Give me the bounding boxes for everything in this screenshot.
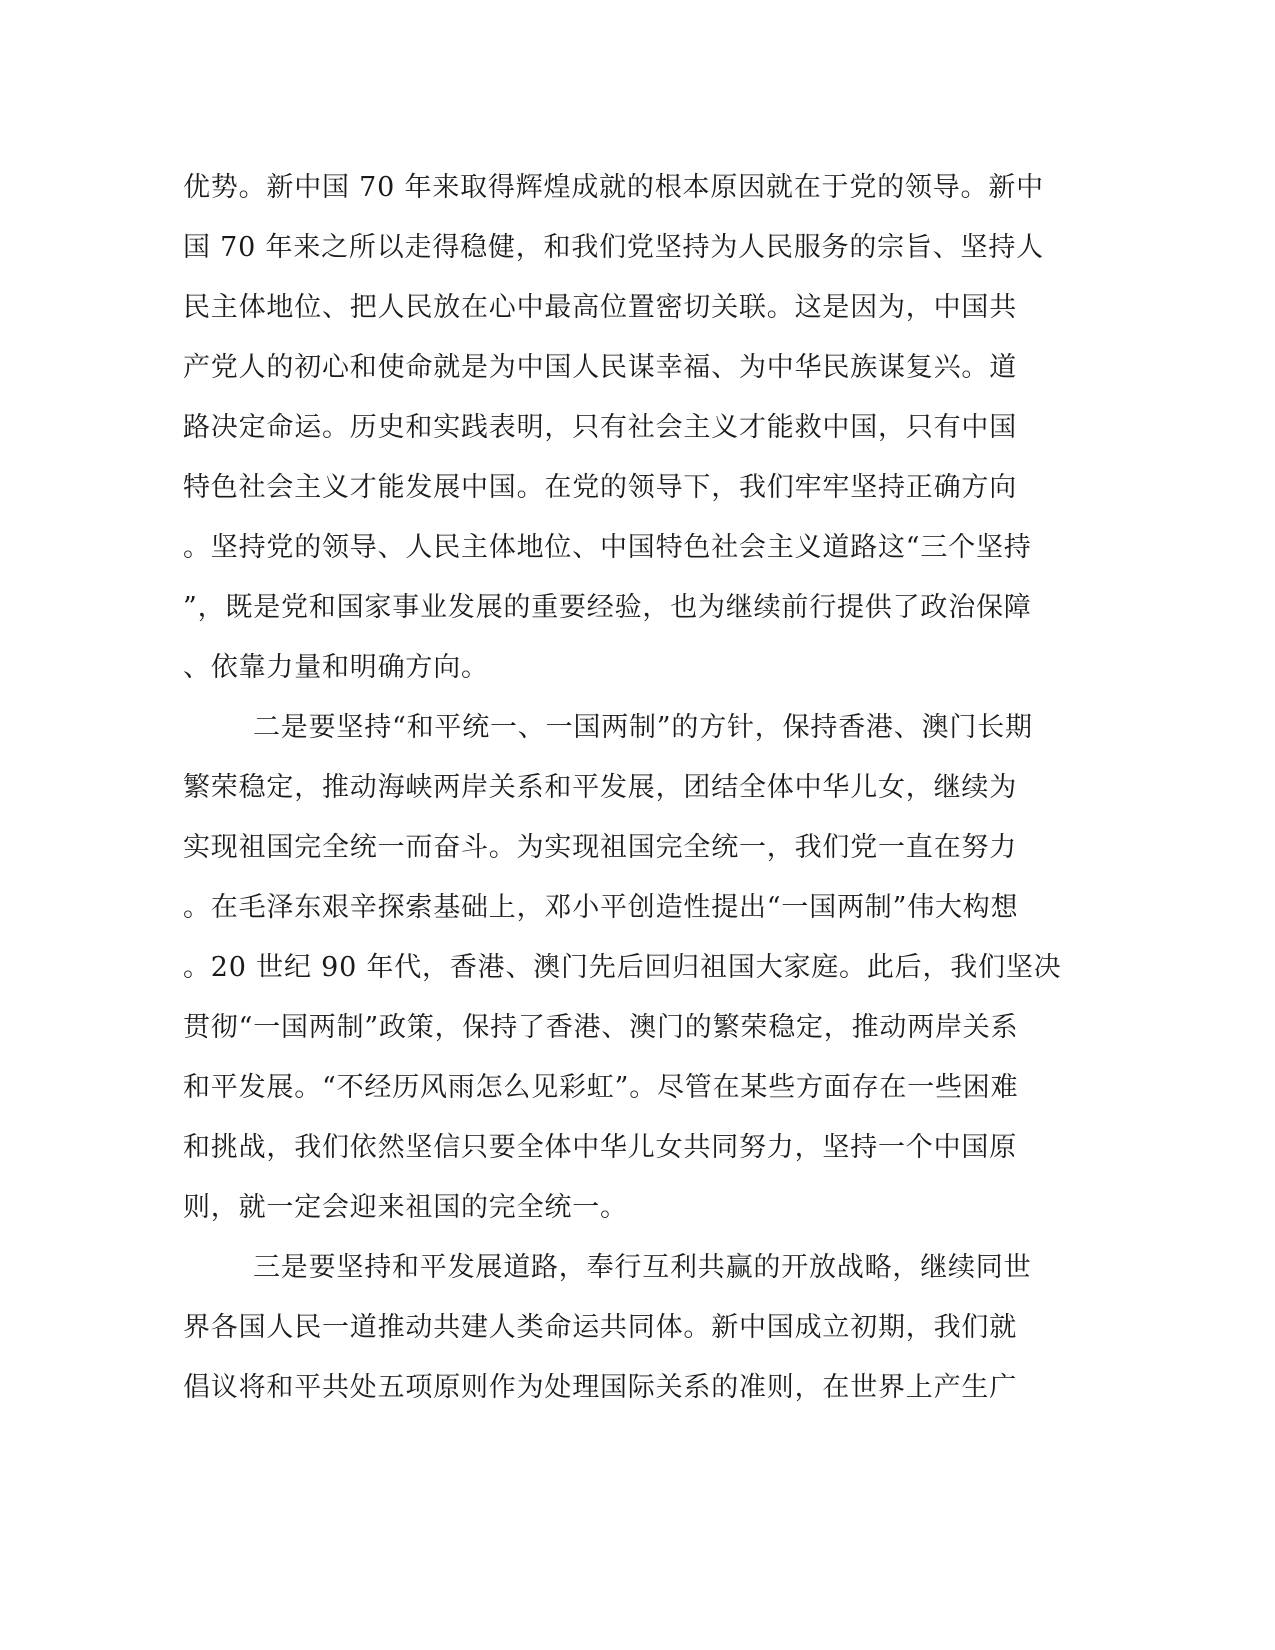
text-line: 界各国人民一道推动共建人类命运共同体。新中国成立初期，我们就	[183, 1312, 1017, 1343]
text-line: 。在毛泽东艰辛探索基础上，邓小平创造性提出“一国两制”伟大构想	[183, 892, 1019, 923]
text-line: 和挑战，我们依然坚信只要全体中华儿女共同努力，坚持一个中国原	[183, 1132, 1017, 1163]
text-line: 繁荣稳定，推动海峡两岸关系和平发展，团结全体中华儿女，继续为	[183, 772, 1017, 803]
text-line: 和平发展。“不经历风雨怎么见彩虹”。尽管在某些方面存在一些困难	[183, 1072, 1019, 1103]
text-line: 贯彻“一国两制”政策，保持了香港、澳门的繁荣稳定，推动两岸关系	[183, 1012, 1019, 1043]
text-line: 。坚持党的领导、人民主体地位、中国特色社会主义道路这“三个坚持	[183, 532, 1032, 563]
text-line: ”，既是党和国家事业发展的重要经验，也为继续前行提供了政治保障	[183, 592, 1032, 623]
text-line: 优势。新中国 70 年来取得辉煌成就的根本原因就在于党的领导。新中	[183, 172, 1044, 203]
text-line: 特色社会主义才能发展中国。在党的领导下，我们牢牢坚持正确方向	[183, 472, 1017, 503]
text-line: 实现祖国完全统一而奋斗。为实现祖国完全统一，我们党一直在努力	[183, 832, 1017, 863]
text-line: 、依靠力量和明确方向。	[183, 652, 489, 683]
body-text	[183, 158, 1062, 1418]
paragraph-start-line: 二是要坚持“和平统一、一国两制”的方针，保持香港、澳门长期	[253, 712, 1033, 743]
text-line: 民主体地位、把人民放在心中最高位置密切关联。这是因为，中国共	[183, 292, 1017, 323]
text-line: 则，就一定会迎来祖国的完全统一。	[183, 1192, 628, 1223]
text-line: 路决定命运。历史和实践表明，只有社会主义才能救中国，只有中国	[183, 412, 1017, 443]
text-line: 国 70 年来之所以走得稳健，和我们党坚持为人民服务的宗旨、坚持人	[183, 232, 1044, 263]
text-line: 产党人的初心和使命就是为中国人民谋幸福、为中华民族谋复兴。道	[183, 352, 1017, 383]
text-line: 。20 世纪 90 年代，香港、澳门先后回归祖国大家庭。此后，我们坚决	[183, 952, 1062, 983]
paragraph-start-line: 三是要坚持和平发展道路，奉行互利共赢的开放战略，继续同世	[253, 1252, 1032, 1283]
text-line: 倡议将和平共处五项原则作为处理国际关系的准则，在世界上产生广	[183, 1372, 1017, 1403]
